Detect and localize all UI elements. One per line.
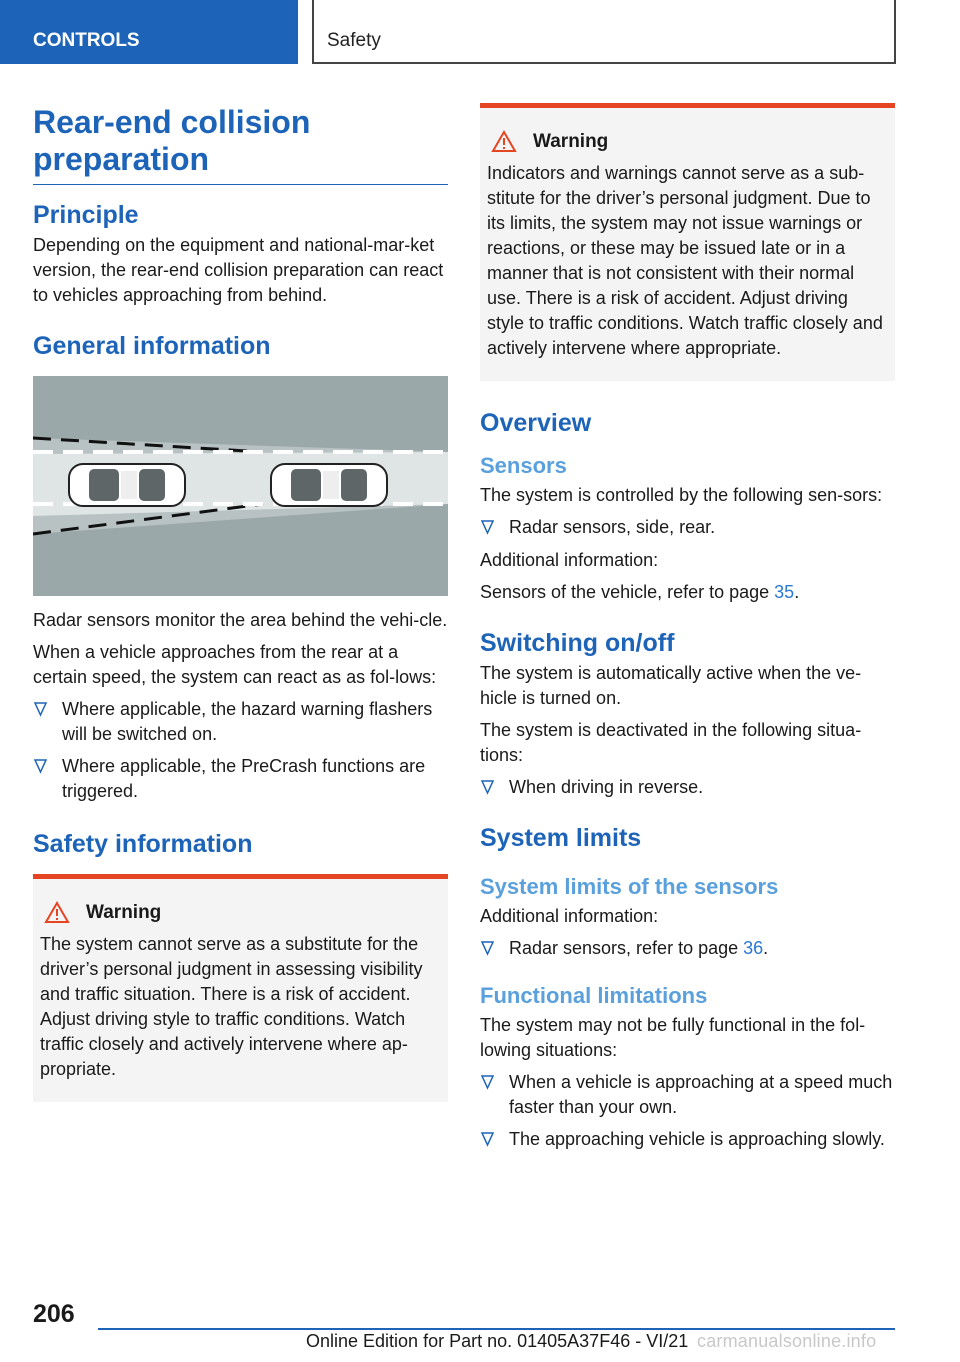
triangle-bullet-icon bbox=[34, 701, 47, 717]
general-info-heading: General information bbox=[33, 332, 271, 360]
footer-edition: Online Edition for Part no. 01405A37F46 - VI/21 bbox=[306, 1331, 689, 1351]
sensors-reference: Sensors of the vehicle, refer to page 35. bbox=[480, 582, 800, 602]
sensors-list bbox=[480, 515, 895, 540]
sensor-limits-heading: System limits of the sensors bbox=[480, 874, 779, 899]
watermark: carmanualsonline.info bbox=[697, 1331, 877, 1351]
front-car-icon bbox=[271, 464, 387, 506]
right-column bbox=[480, 103, 895, 1160]
warning-text: Indicators and warnings cannot serve as a sub-stitute for the driver’s personal judgment. Due to its limits, the system may not issue warnings or reactions, or these may be issued late or in a manner that is not consistent with their normal use. There is a risk of accident. Adjust driving style to traffic conditions. Watch traffic closely and actively intervene where appropriate. bbox=[487, 163, 883, 358]
warning-triangle-icon bbox=[491, 130, 517, 153]
page-number: 206 bbox=[33, 1300, 75, 1328]
reaction-list bbox=[33, 697, 448, 804]
switching-text-2: The system is deactivated in the following situa-tions: bbox=[480, 720, 862, 765]
page-section-title: Safety bbox=[312, 0, 896, 64]
figure-caption-2: When a vehicle approaches from the rear at a certain speed, the system can react as as fol-lows: bbox=[33, 642, 437, 687]
principle-text: Depending on the equipment and national-mar-ket version, the rear-end collision preparation can react to vehicles approaching from behind. bbox=[33, 235, 444, 305]
list-item-text: Radar sensors, refer to page bbox=[509, 938, 744, 958]
sensors-text: The system is controlled by the following sen-sors: bbox=[480, 485, 883, 505]
list-item bbox=[33, 754, 448, 804]
page-link-35[interactable]: 35 bbox=[774, 582, 795, 602]
warning-title-text: Warning bbox=[86, 901, 162, 923]
triangle-bullet-icon bbox=[481, 1074, 494, 1090]
list-item bbox=[480, 1127, 895, 1152]
warning-text: The system cannot serve as a substitute for the driver’s personal judgment in assessing visibility and traffic situation. There is a risk of accident. Adjust driving style to traffic conditions. Watch traffic closely and actively intervene where ap-propriate. bbox=[40, 934, 423, 1079]
triangle-bullet-icon bbox=[481, 779, 494, 795]
list-item-text: When driving in reverse. bbox=[509, 777, 704, 797]
warning-box-left bbox=[33, 874, 448, 1102]
page-title: Rear-end collision preparation bbox=[33, 104, 448, 185]
section-tab: CONTROLS bbox=[0, 0, 298, 64]
system-limits-heading: System limits bbox=[480, 824, 642, 852]
list-item-text: Where applicable, the hazard warning flashers will be switched on. bbox=[62, 699, 433, 744]
warning-title-text: Warning bbox=[533, 130, 609, 152]
figure-caption-1: Radar sensors monitor the area behind the vehi-cle. bbox=[33, 610, 448, 630]
principle-heading: Principle bbox=[33, 201, 139, 229]
triangle-bullet-icon bbox=[481, 1131, 494, 1147]
list-item: Radar sensors, refer to page 36. bbox=[480, 936, 895, 961]
overview-heading: Overview bbox=[480, 409, 592, 437]
limits-list bbox=[480, 936, 895, 961]
list-item bbox=[33, 697, 448, 747]
footer-rule bbox=[98, 1328, 895, 1330]
list-item-text: Where applicable, the PreCrash functions are triggered. bbox=[62, 756, 426, 801]
triangle-bullet-icon bbox=[34, 758, 47, 774]
deactivation-list bbox=[480, 775, 895, 800]
switching-heading: Switching on/off bbox=[480, 629, 675, 657]
additional-info-label: Additional information: bbox=[480, 550, 659, 570]
functional-text: The system may not be fully functional in the fol-lowing situations: bbox=[480, 1015, 866, 1060]
limits-additional-label: Additional information: bbox=[480, 906, 659, 926]
functional-limits-heading: Functional limitations bbox=[480, 983, 708, 1008]
warning-box-right bbox=[480, 103, 895, 381]
triangle-bullet-icon bbox=[481, 940, 494, 956]
radar-illustration bbox=[33, 376, 448, 596]
warning-title bbox=[491, 130, 888, 153]
list-item-text: The approaching vehicle is approaching slowly. bbox=[509, 1129, 885, 1149]
list-item-text: Radar sensors, side, rear. bbox=[509, 517, 716, 537]
list-item bbox=[480, 515, 895, 540]
safety-info-heading: Safety information bbox=[33, 830, 253, 858]
radar-illustration-graphic bbox=[33, 376, 448, 596]
list-item-text: When a vehicle is approaching at a speed much faster than your own. bbox=[509, 1072, 893, 1117]
reference-text: Sensors of the vehicle, refer to page bbox=[480, 582, 775, 602]
rear-car-icon bbox=[69, 464, 185, 506]
switching-text-1: The system is automatically active when the ve-hicle is turned on. bbox=[480, 663, 862, 708]
triangle-bullet-icon bbox=[481, 519, 494, 535]
functional-list bbox=[480, 1070, 895, 1152]
list-item bbox=[480, 775, 895, 800]
list-item bbox=[480, 1070, 895, 1120]
left-column bbox=[33, 100, 448, 1102]
warning-triangle-icon bbox=[44, 901, 70, 924]
warning-title bbox=[44, 901, 441, 924]
page-link-36[interactable]: 36 bbox=[743, 938, 764, 958]
sensors-heading: Sensors bbox=[480, 453, 567, 478]
